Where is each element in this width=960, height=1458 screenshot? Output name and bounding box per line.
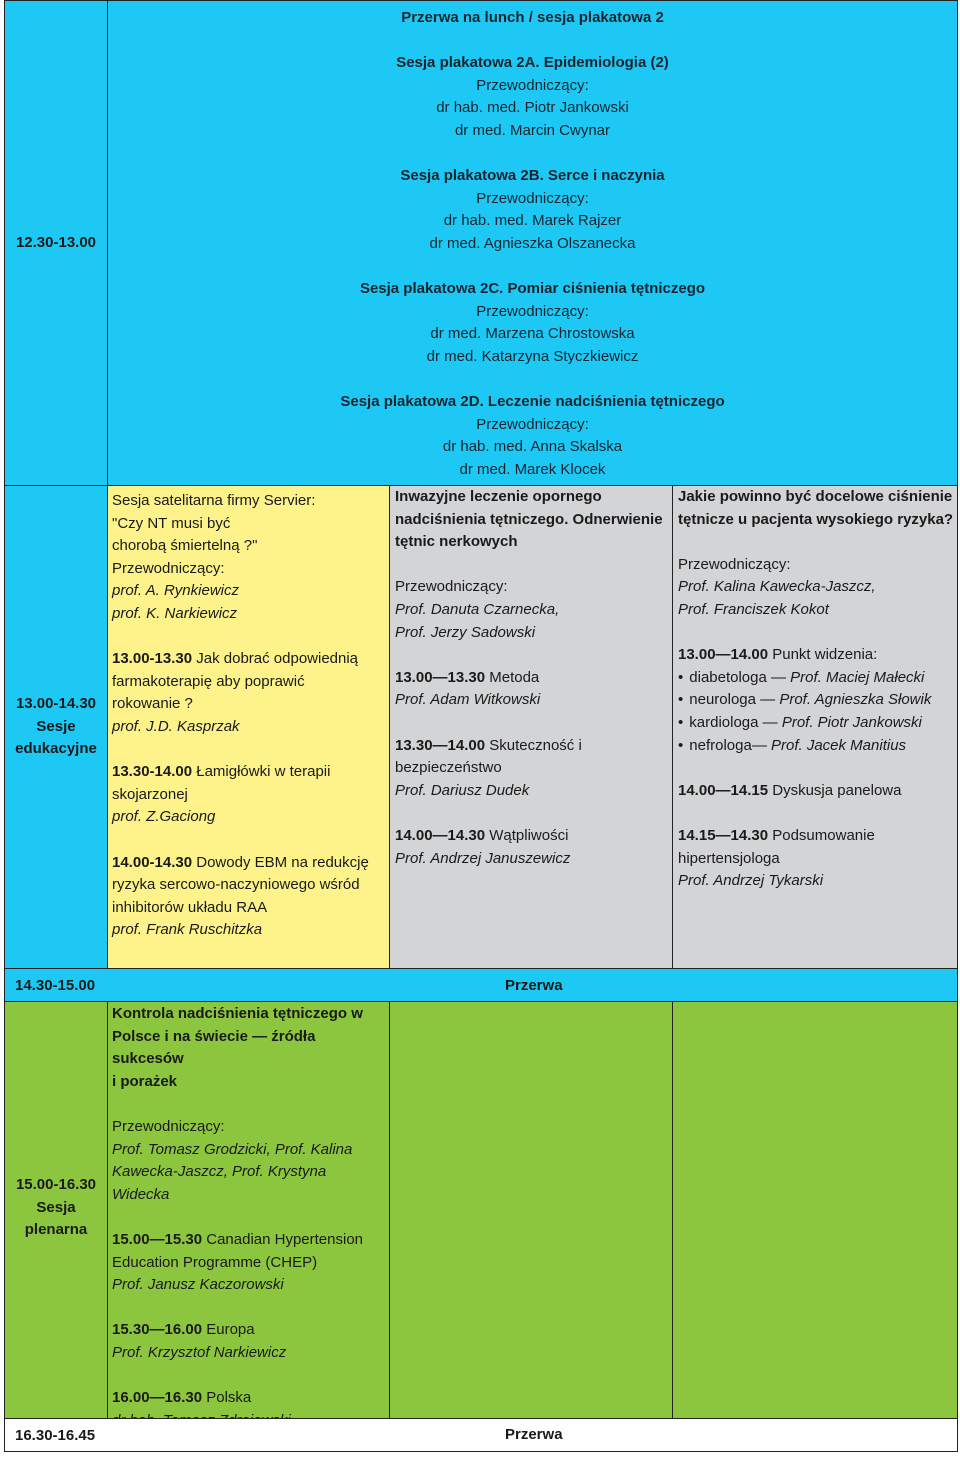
chair-name: Kawecka-Jaszcz, Prof. Krystyna [112, 1163, 327, 1181]
plenary-label: Sesja [36, 1198, 76, 1216]
talk-speaker: prof. Z.Gaciong [112, 808, 216, 826]
session-title: nadciśnienia tętniczego. Odnerwienie [395, 510, 663, 528]
session-title: tętnic nerkowych [395, 533, 518, 551]
session-title: Sesja satelitarna firmy Servier: [112, 492, 316, 509]
viewpoint-role: diabetologa — [689, 668, 791, 686]
session-title: Polsce i na świecie — źródła sukcesów [112, 1027, 316, 1068]
viewpoint-item [678, 667, 957, 690]
lunch-sessions-cell [107, 0, 958, 486]
talk-time: 14.15—14.30 [678, 826, 769, 844]
talk-time: 13.30-14.00 [112, 763, 193, 781]
chair-name: Prof. Danuta Czarnecka, [395, 600, 560, 618]
edu-time-cell [4, 485, 108, 969]
chair-name: dr hab. med. Piotr Jankowski [436, 99, 629, 117]
chair-name: dr hab. med. Marek Rajzer [443, 212, 622, 230]
poster-session-2d [108, 391, 957, 481]
talk-time: 13.00—13.30 [395, 668, 486, 686]
talk-title: rokowanie ? [112, 695, 193, 713]
plenary-label: plenarna [24, 1221, 88, 1239]
edu-label: Sesje [36, 717, 76, 735]
lunch-time-cell [4, 0, 108, 486]
plenary-session [107, 1001, 390, 1419]
talk-title: Podsumowanie [768, 826, 875, 844]
talk-title: Dowody EBM na redukcję [192, 853, 369, 871]
chair-name: dr med. Marzena Chrostowska [430, 325, 635, 343]
poster-session-title: Sesja plakatowa 2A. Epidemiologia (2) [396, 54, 669, 72]
viewpoint-speaker: Prof. Piotr Jankowski [781, 713, 922, 731]
edu-session-servier [107, 485, 390, 969]
plenary-time: 15.00-16.30 [15, 1176, 97, 1194]
talk-title: bezpieczeństwo [395, 759, 502, 777]
viewpoint-role: nefrologa— [689, 736, 771, 754]
break-row [4, 968, 958, 1002]
viewpoint-speaker: Prof. Agnieszka Słowik [779, 691, 932, 709]
chair-name: prof. K. Narkiewicz [112, 604, 238, 622]
viewpoint-item [678, 735, 957, 758]
talk-speaker: Prof. Dariusz Dudek [395, 781, 530, 799]
viewpoint-speaker: Prof. Maciej Małecki [790, 668, 925, 686]
session-title: chorobą śmiertelną ?" [112, 537, 258, 555]
viewpoint-speaker: Prof. Jacek Manitius [770, 736, 907, 754]
chair-name: Prof. Franciszek Kokot [678, 600, 829, 618]
chair-label: Przewodniczący: [395, 578, 508, 596]
talk-title: farmakoterapię aby poprawić [112, 672, 305, 690]
session-title: i porażek [112, 1072, 178, 1090]
talk-title: Europa [202, 1321, 255, 1339]
talk-time: 13.30—14.00 [395, 736, 486, 754]
poster-session-title: Sesja plakatowa 2C. Pomiar ciśnienia tętniczego [359, 280, 706, 298]
break-label: Przerwa [505, 977, 563, 994]
poster-session-title: Sesja plakatowa 2D. Leczenie nadciśnienia tętniczego [340, 393, 725, 411]
talk-title: hipertensjologa [678, 849, 780, 867]
viewpoint-role: kardiologa — [689, 713, 782, 731]
talk-time: 14.00—14.30 [395, 826, 486, 844]
poster-session-2b [108, 165, 957, 255]
talk-speaker: Prof. Krzysztof Narkiewicz [112, 1343, 287, 1361]
chair-name: dr med. Marcin Cwynar [454, 121, 611, 139]
chair-name: prof. A. Rynkiewicz [112, 582, 239, 600]
chair-label: Przewodniczący: [112, 559, 225, 577]
talk-time: 14.00—14.15 [678, 781, 769, 799]
plenary-empty-cell [389, 1001, 673, 1419]
talk-title: Polska [202, 1389, 252, 1407]
talk-speaker: Prof. Janusz Kaczorowski [112, 1276, 284, 1294]
poster-session-title: Sesja plakatowa 2B. Serce i naczynia [400, 167, 665, 185]
talk-title: Metoda [485, 668, 540, 686]
chair-name: Widecka [112, 1185, 170, 1203]
chair-label: Przewodniczący: [678, 555, 791, 573]
talk-title: skojarzonej [112, 785, 188, 803]
session-title: "Czy NT musi być [112, 514, 231, 532]
break-time: 14.30-15.00 [15, 977, 96, 994]
talk-title: Canadian Hypertension [202, 1230, 364, 1248]
talk-time: 13.00—14.00 [678, 646, 769, 664]
edu-session-denervation [389, 485, 673, 969]
talk-time: 13.00-13.30 [112, 650, 193, 668]
break-label: Przerwa [505, 1426, 563, 1443]
chair-name: dr hab. med. Anna Skalska [442, 438, 623, 456]
talk-speaker: Prof. Andrzej Januszewicz [395, 849, 571, 867]
chair-name: dr med. Agnieszka Olszanecka [429, 234, 636, 252]
talk-title: Łamigłówki w terapii [192, 763, 331, 781]
chair-name: Prof. Kalina Kawecka-Jaszcz, [678, 578, 876, 596]
talk-title: ryzyka sercowo-naczyniowego wśród [112, 876, 360, 894]
chair-name: Prof. Tomasz Grodzicki, Prof. Kalina [112, 1140, 353, 1158]
break-time: 16.30-16.45 [15, 1427, 96, 1444]
talk-title: inhibitorów układu RAA [112, 898, 268, 916]
talk-speaker: Prof. Adam Witkowski [395, 691, 541, 709]
plenary-empty-cell [672, 1001, 958, 1419]
talk-speaker: Prof. Andrzej Tykarski [678, 872, 824, 890]
viewpoint-role: neurologa — [689, 691, 780, 709]
lunch-time: 12.30-13.00 [15, 233, 97, 251]
chair-label: Przewodniczący: [476, 415, 589, 433]
chair-label: Przewodniczący: [112, 1117, 225, 1135]
talk-speaker: prof. J.D. Kasprzak [112, 717, 240, 735]
viewpoint-item [678, 712, 957, 735]
plenary-time-cell [4, 1001, 108, 1419]
talk-time: 15.30—16.00 [112, 1321, 203, 1339]
talk-time: 15.00—15.30 [112, 1230, 203, 1248]
chair-name: Prof. Jerzy Sadowski [395, 623, 536, 641]
talk-title: Dyskusja panelowa [768, 781, 902, 799]
talk-title: Punkt widzenia: [768, 646, 878, 664]
chair-label: Przewodniczący: [476, 76, 589, 94]
poster-session-2c [108, 278, 957, 368]
talk-speaker: prof. Frank Ruschitzka [112, 921, 263, 939]
talk-time: 14.00-14.30 [112, 853, 193, 871]
session-title: Kontrola nadciśnienia tętniczego w [112, 1005, 363, 1022]
edu-label: edukacyjne [15, 740, 97, 758]
edu-time: 13.00-14.30 [15, 695, 97, 713]
lunch-title: Przerwa na lunch / sesja plakatowa 2 [401, 9, 664, 26]
session-title: tętnicze u pacjenta wysokiego ryzyka? [678, 510, 954, 528]
chair-label: Przewodniczący: [476, 189, 589, 207]
session-title: Jakie powinno być docelowe ciśnienie [678, 488, 953, 505]
edu-session-target-bp [672, 485, 958, 969]
chair-label: Przewodniczący: [476, 302, 589, 320]
talk-title: Wątpliwości [485, 826, 569, 844]
talk-time: 16.00—16.30 [112, 1389, 203, 1407]
chair-name: dr med. Marek Klocek [459, 460, 606, 478]
talk-title: Jak dobrać odpowiednią [192, 650, 359, 668]
viewpoint-item [678, 689, 957, 712]
chair-name: dr med. Katarzyna Styczkiewicz [426, 347, 639, 365]
session-title: Inwazyjne leczenie opornego [395, 488, 602, 505]
break-row [4, 1418, 958, 1452]
poster-session-2a [108, 52, 957, 142]
talk-title: Skuteczność i [485, 736, 582, 754]
talk-title: Education Programme (CHEP) [112, 1253, 318, 1271]
